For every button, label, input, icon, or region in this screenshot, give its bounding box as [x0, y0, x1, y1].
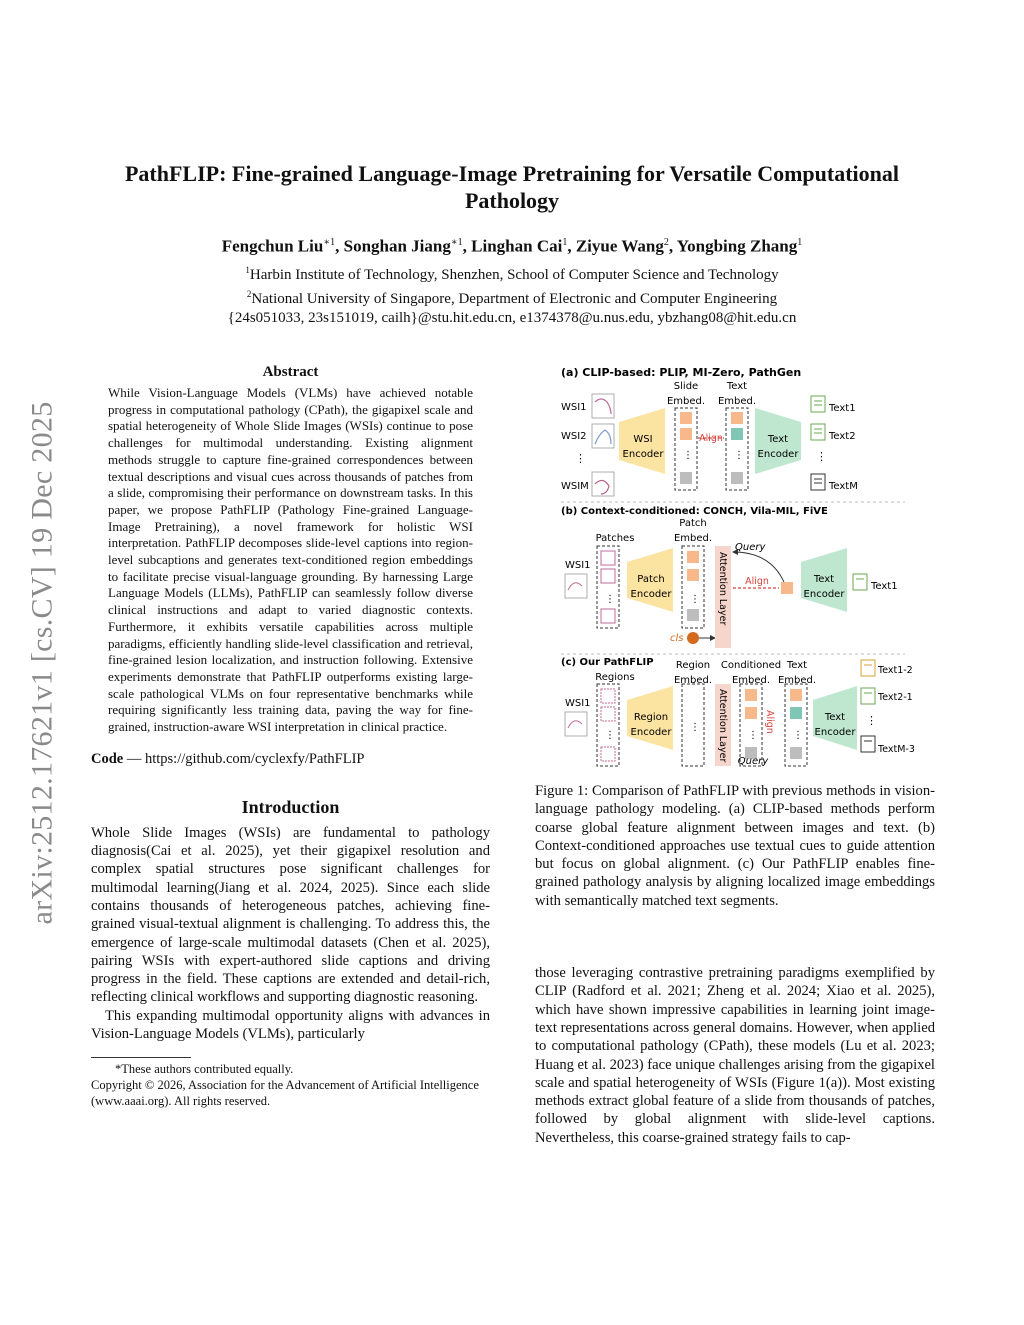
text-embedding — [790, 689, 802, 701]
slide-embed-label: Slide — [673, 381, 699, 392]
svg-text:Attention Layer: Attention Layer — [717, 552, 728, 626]
svg-text:Text: Text — [813, 574, 835, 585]
svg-text:⋮: ⋮ — [683, 450, 693, 461]
panel-c-title: (c) Our PathFLIP — [561, 657, 654, 668]
svg-text:Patches: Patches — [595, 533, 635, 544]
figure-1-diagram — [535, 362, 935, 767]
svg-text:Align: Align — [745, 576, 769, 587]
affiliation: $^2$National University of Singapore, Department of Electronic and Computer Engineering — [246, 289, 778, 307]
svg-text:Text: Text — [786, 660, 808, 671]
footnote-equal-contribution: *These authors contributed equally. — [115, 1062, 294, 1077]
author-name: Yongbing Zhang — [676, 236, 798, 256]
intro-paragraph-1: Whole Slide Images (WSIs) are fundamental to pathology diagnosis(Cai et al. 2025), yet their gigapixel resolution and complex spatial structures pose significant challenges for multimodal learning(Jiang et al. 2024, 2025). Since each slide contains thousands of heterogeneous patches, achieving fine-grained visual-textual alignment is challenging. To address this, the emergence of large-scale multimodal datasets (Chen et al. 2025), pairing WSIs with expert-authored slide captions and driving progress in the field. These captions are extended and detail-rich, reflecting clinical workflows and supporting diagnostic reasoning. — [91, 824, 490, 1006]
svg-text:Conditioned: Conditioned — [720, 660, 782, 671]
text-label: TextM — [829, 481, 858, 492]
footnote-rule — [91, 1057, 191, 1058]
svg-text:Encoder: Encoder — [622, 449, 664, 460]
abstract-heading: Abstract — [262, 364, 319, 380]
svg-text:Patch: Patch — [679, 518, 707, 529]
document-icon — [861, 660, 875, 676]
author-name: Linghan Cai — [471, 236, 563, 256]
text-embedding — [781, 582, 793, 594]
slide-embed-label-2: Embed. — [666, 396, 706, 407]
affiliation: $^1$Harbin Institute of Technology, Shenzhen, School of Computer Science and Technology — [245, 265, 779, 283]
wsi-label: WSI1 — [561, 402, 587, 413]
right-column — [535, 362, 935, 1147]
svg-text:Embed.: Embed. — [777, 675, 817, 686]
region-tile — [601, 689, 615, 703]
svg-text:Encoder: Encoder — [630, 589, 672, 600]
text-embed-label: Text — [726, 381, 748, 392]
code-url-link[interactable]: https://github.com/cyclexfy/PathFLIP — [144, 750, 365, 767]
patch-embedding — [687, 569, 699, 581]
wsi-label: WSI1 — [565, 560, 591, 571]
query-label: Query — [737, 756, 769, 767]
conditioned-embedding — [745, 707, 757, 719]
document-icon — [861, 688, 875, 704]
document-icon — [811, 396, 825, 412]
svg-text:⋮: ⋮ — [866, 714, 877, 727]
svg-text:⋮: ⋮ — [748, 730, 758, 741]
svg-text:Embed.: Embed. — [731, 675, 771, 686]
code-label: Code — [91, 750, 124, 767]
document-icon — [811, 474, 825, 490]
text-label: Text1 — [829, 403, 856, 414]
email-list: {24s051033, 23s151019, cailh}@stu.hit.edu.cn, e1374378@u.nus.edu, ybzhang08@hit.edu.cn — [227, 310, 797, 326]
patch-embedding — [687, 609, 699, 621]
intro-paragraph-2: This expanding multimodal opportunity aligns with advances in Vision-Language Models (VLMs), particularly — [91, 1007, 490, 1043]
footnote-copyright: Copyright © 2026, Association for the Advancement of Artificial Intelligence (www.aaai.org). All rights reserved. — [91, 1078, 479, 1109]
panel-a-title: (a) CLIP-based: PLIP, MI-Zero, PathGen — [561, 366, 802, 379]
right-column-paragraph: those leveraging contrastive pretraining paradigms exemplified by CLIP (Radford et al. 2021; Zheng et al. 2024; Xiao et al. 2025), which have shown impressive capabilities in learning joint image-text representations across general domains. However, when applied to computational pathology (CPath), these models (Lu et al. 2023; Huang et al. 2023) face unique challenges arising from the gigapixel scale and spatial heterogeneity of WSIs (Figure 1(a)). Most existing methods extract global feature of a slide from thousands of patches, followed by global alignment with slide-level captions. Nevertheless, this coarse-grained strategy fails to cap- — [535, 965, 935, 1146]
region-tile — [601, 707, 615, 721]
wsi-label: WSI2 — [561, 431, 587, 442]
patch-tile — [601, 569, 615, 583]
region-tile — [601, 747, 615, 761]
conditioned-embedding — [745, 689, 757, 701]
author-name: Fengchun Liu — [221, 236, 324, 256]
svg-text:Embed.: Embed. — [673, 675, 713, 686]
text-embedding — [731, 428, 743, 440]
align-label: Align — [699, 433, 723, 444]
slide-embedding — [680, 428, 692, 440]
svg-text:⋮: ⋮ — [605, 730, 615, 741]
slide-embedding — [680, 412, 692, 424]
svg-text:⋮: ⋮ — [793, 730, 803, 741]
svg-text:⋮: ⋮ — [575, 452, 586, 465]
svg-text:Encoder: Encoder — [757, 449, 799, 460]
introduction-heading: Introduction — [241, 796, 340, 817]
query-label: Query — [735, 542, 766, 553]
text-embedding — [731, 472, 743, 484]
panel-b-title: (b) Context-conditioned: CONCH, Vila-MIL, FiVE — [561, 506, 828, 517]
svg-text:Align: Align — [764, 710, 775, 734]
svg-text:⋮: ⋮ — [690, 722, 700, 733]
wsi-thumbnail — [592, 394, 614, 418]
abstract-text: While Vision-Language Models (VLMs) have achieved notable progress in computational pathology (CPath), the gigapixel scale and spatial heterogeneity of Whole Slide Images (WSIs) continue to pose challenges for multimodal understanding. Existing alignment methods struggle to capture fine-grained correspondences between textual descriptions and visual cues across thousands of patches from a slide, compromising their performance on downstream tasks. In this paper, we propose PathFLIP (Pathology Fine-grained Language-Image Pretraining), a novel framework for holistic WSI interpretation. PathFLIP decomposes slide-level captions into region-level subcaptions and generates text-conditioned region embeddings to facilitate precise visual-language grounding. By harnessing Large Language Models (LLMs), PathFLIP can seamlessly follow diverse clinical instructions and adapt to varied diagnostic contexts. Furthermore, it exhibits versatile capabilities across multiple paradigms, efficiently handling slide-level classification and retrieval, fine-grained lesion localization, and instruction following. Extensive experiments demonstrate that PathFLIP outperforms existing large-scale pathological VLMs on four representative benchmarks while requiring significantly less training data, paving the way for fine-grained, instruction-aware WSI interpretation in clinical practice. — [108, 385, 473, 735]
arxiv-stamp: arXiv:2512.17621v1 [cs.CV] 19 Dec 2025 — [25, 401, 59, 925]
text-embed-label-2: Embed. — [717, 396, 757, 407]
patch-tile — [601, 551, 615, 565]
wsi-thumbnail — [565, 574, 587, 598]
svg-text:Text: Text — [824, 712, 846, 723]
text-embedding — [790, 707, 802, 719]
left-column — [91, 362, 490, 1109]
text-label: Text2 — [829, 431, 856, 442]
svg-text:Text2-1: Text2-1 — [878, 692, 913, 703]
svg-text:Text1-2: Text1-2 — [878, 665, 913, 676]
svg-text:⋮: ⋮ — [816, 450, 827, 463]
code-link-line: Code — https://github.com/cyclexfy/PathFLIP — [91, 750, 365, 767]
document-icon — [853, 574, 867, 590]
author-name: Songhan Jiang — [343, 236, 451, 256]
document-icon — [861, 736, 875, 752]
svg-text:Encoder: Encoder — [630, 727, 672, 738]
slide-embedding — [680, 472, 692, 484]
document-icon — [811, 424, 825, 440]
text-embedding — [790, 747, 802, 759]
svg-text:WSI: WSI — [633, 434, 653, 445]
patch-embedding — [687, 551, 699, 563]
cls-label: cls — [670, 633, 684, 644]
svg-text:⋮: ⋮ — [690, 594, 700, 605]
author-list: Fengchun Liu$^{∗1}$, Songhan Jiang$^{∗1}$, Linghan Cai$^1$, Ziyue Wang$^2$, Yongbing Zhang$^1$ — [221, 236, 803, 256]
affiliations — [120, 261, 904, 328]
svg-text:TextM-3: TextM-3 — [878, 744, 915, 755]
svg-text:Attention Layer: Attention Layer — [717, 689, 728, 763]
figure-1 — [535, 362, 935, 767]
svg-text:Encoder: Encoder — [814, 727, 856, 738]
svg-text:Embed.: Embed. — [673, 533, 713, 544]
wsi-thumbnail — [592, 424, 614, 448]
wsi-thumbnail — [565, 712, 587, 736]
svg-text:Region: Region — [675, 660, 711, 671]
svg-text:Encoder: Encoder — [803, 589, 845, 600]
text-embedding — [731, 412, 743, 424]
patch-tile — [601, 609, 615, 623]
author-name: Ziyue Wang — [575, 236, 664, 256]
svg-text:Patch: Patch — [637, 574, 665, 585]
wsi-thumbnail — [592, 472, 614, 496]
cls-token — [687, 632, 699, 644]
wsi-label: WSI1 — [565, 698, 591, 709]
wsi-label: WSIM — [561, 481, 589, 492]
svg-text:Text1: Text1 — [871, 581, 898, 592]
svg-text:Regions: Regions — [595, 672, 635, 683]
svg-text:⋮: ⋮ — [605, 594, 615, 605]
figure-1-caption: Figure 1: Comparison of PathFLIP with previous methods in vision-language pathology modeling. (a) CLIP-based methods perform coarse global feature alignment between images and text. (b) Context-conditioned approaches use textual cues to guide attention but focus on global alignment. (c) Our PathFLIP enables fine-grained pathology analysis by aligning localized image embeddings with semantically matched text segments. — [535, 783, 935, 909]
svg-text:⋮: ⋮ — [734, 450, 744, 461]
paper-title: PathFLIP: Fine-grained Language-Image Pretraining for Versatile Computational Pathology — [124, 161, 900, 213]
svg-text:Text: Text — [767, 434, 789, 445]
svg-text:Region: Region — [633, 712, 669, 723]
